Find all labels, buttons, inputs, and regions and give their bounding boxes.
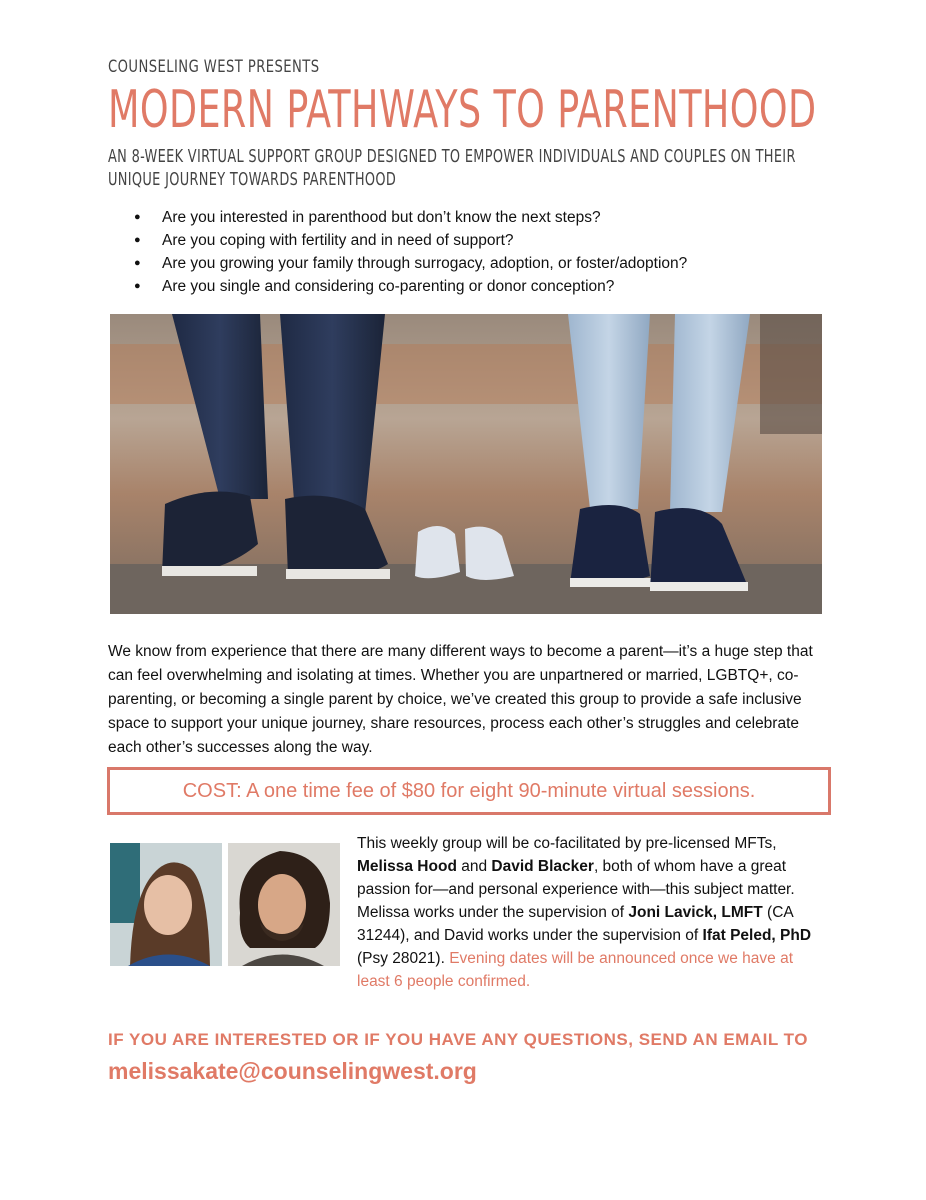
- question-item: ● Are you interested in parenthood but don’t know the next steps?: [134, 206, 687, 229]
- facilitator-name: David Blacker: [491, 858, 594, 875]
- facilitator-photos: [110, 843, 340, 966]
- subtitle: AN 8-WEEK VIRTUAL SUPPORT GROUP DESIGNED TO EMPOWER INDIVIDUALS AND COUPLES ON THEIR UNIQUE JOURNEY TOWARDS PARENTHOOD: [108, 147, 796, 190]
- page-title: MODERN PATHWAYS TO PARENTHOOD: [108, 80, 817, 140]
- question-item: ● Are you single and considering co-parenting or donor conception?: [134, 275, 687, 298]
- facilitator-name: Melissa Hood: [357, 858, 457, 875]
- hero-photo-sneakers: [110, 314, 822, 614]
- bio-text: (Psy 28021).: [357, 950, 450, 967]
- cost-box: [107, 767, 831, 815]
- bio-text: (CA 31244), and David works under the supervision of: [357, 904, 793, 944]
- intro-paragraph: We know from experience that there are many different ways to become a parent—it’s a huge step that can feel overwhelming and isolating at times. Whether you are unpartnered or married, LGBTQ+, co-parenting, or becoming a single parent by choice, we’ve created this group to provide a safe inclusive space to support your unique journey, share resources, process each other’s struggles and celebrate each other’s successes along the way.: [108, 643, 813, 756]
- contact-email[interactable]: melissakate@counselingwest.org: [108, 1058, 477, 1084]
- question-list: [134, 206, 687, 298]
- bio-text: , both of whom have a great passion for—and personal experience with—this subject matter. Melissa works under the supervision of: [357, 858, 795, 921]
- cost-text: COST: A one time fee of $80 for eight 90-minute virtual sessions.: [182, 780, 756, 802]
- question-item: ● Are you growing your family through surrogacy, adoption, or foster/adoption?: [134, 252, 687, 275]
- bio-text: This weekly group will be co-facilitated by pre-licensed MFTs,: [357, 835, 777, 852]
- question-item: ● Are you coping with fertility and in need of support?: [134, 229, 687, 252]
- bio-text: and: [456, 858, 492, 875]
- schedule-note: Evening dates will be announced once we have at least 6 people confirmed.: [357, 950, 794, 990]
- presenter-line: COUNSELING WEST PRESENTS: [108, 57, 320, 77]
- contact-cta: IF YOU ARE INTERESTED OR IF YOU HAVE ANY QUESTIONS, SEND AN EMAIL TO: [108, 1030, 808, 1049]
- facilitator-bio: [357, 832, 827, 993]
- supervisor-name: Ifat Peled, PhD: [702, 927, 812, 944]
- supervisor-name: Joni Lavick, LMFT: [628, 904, 763, 921]
